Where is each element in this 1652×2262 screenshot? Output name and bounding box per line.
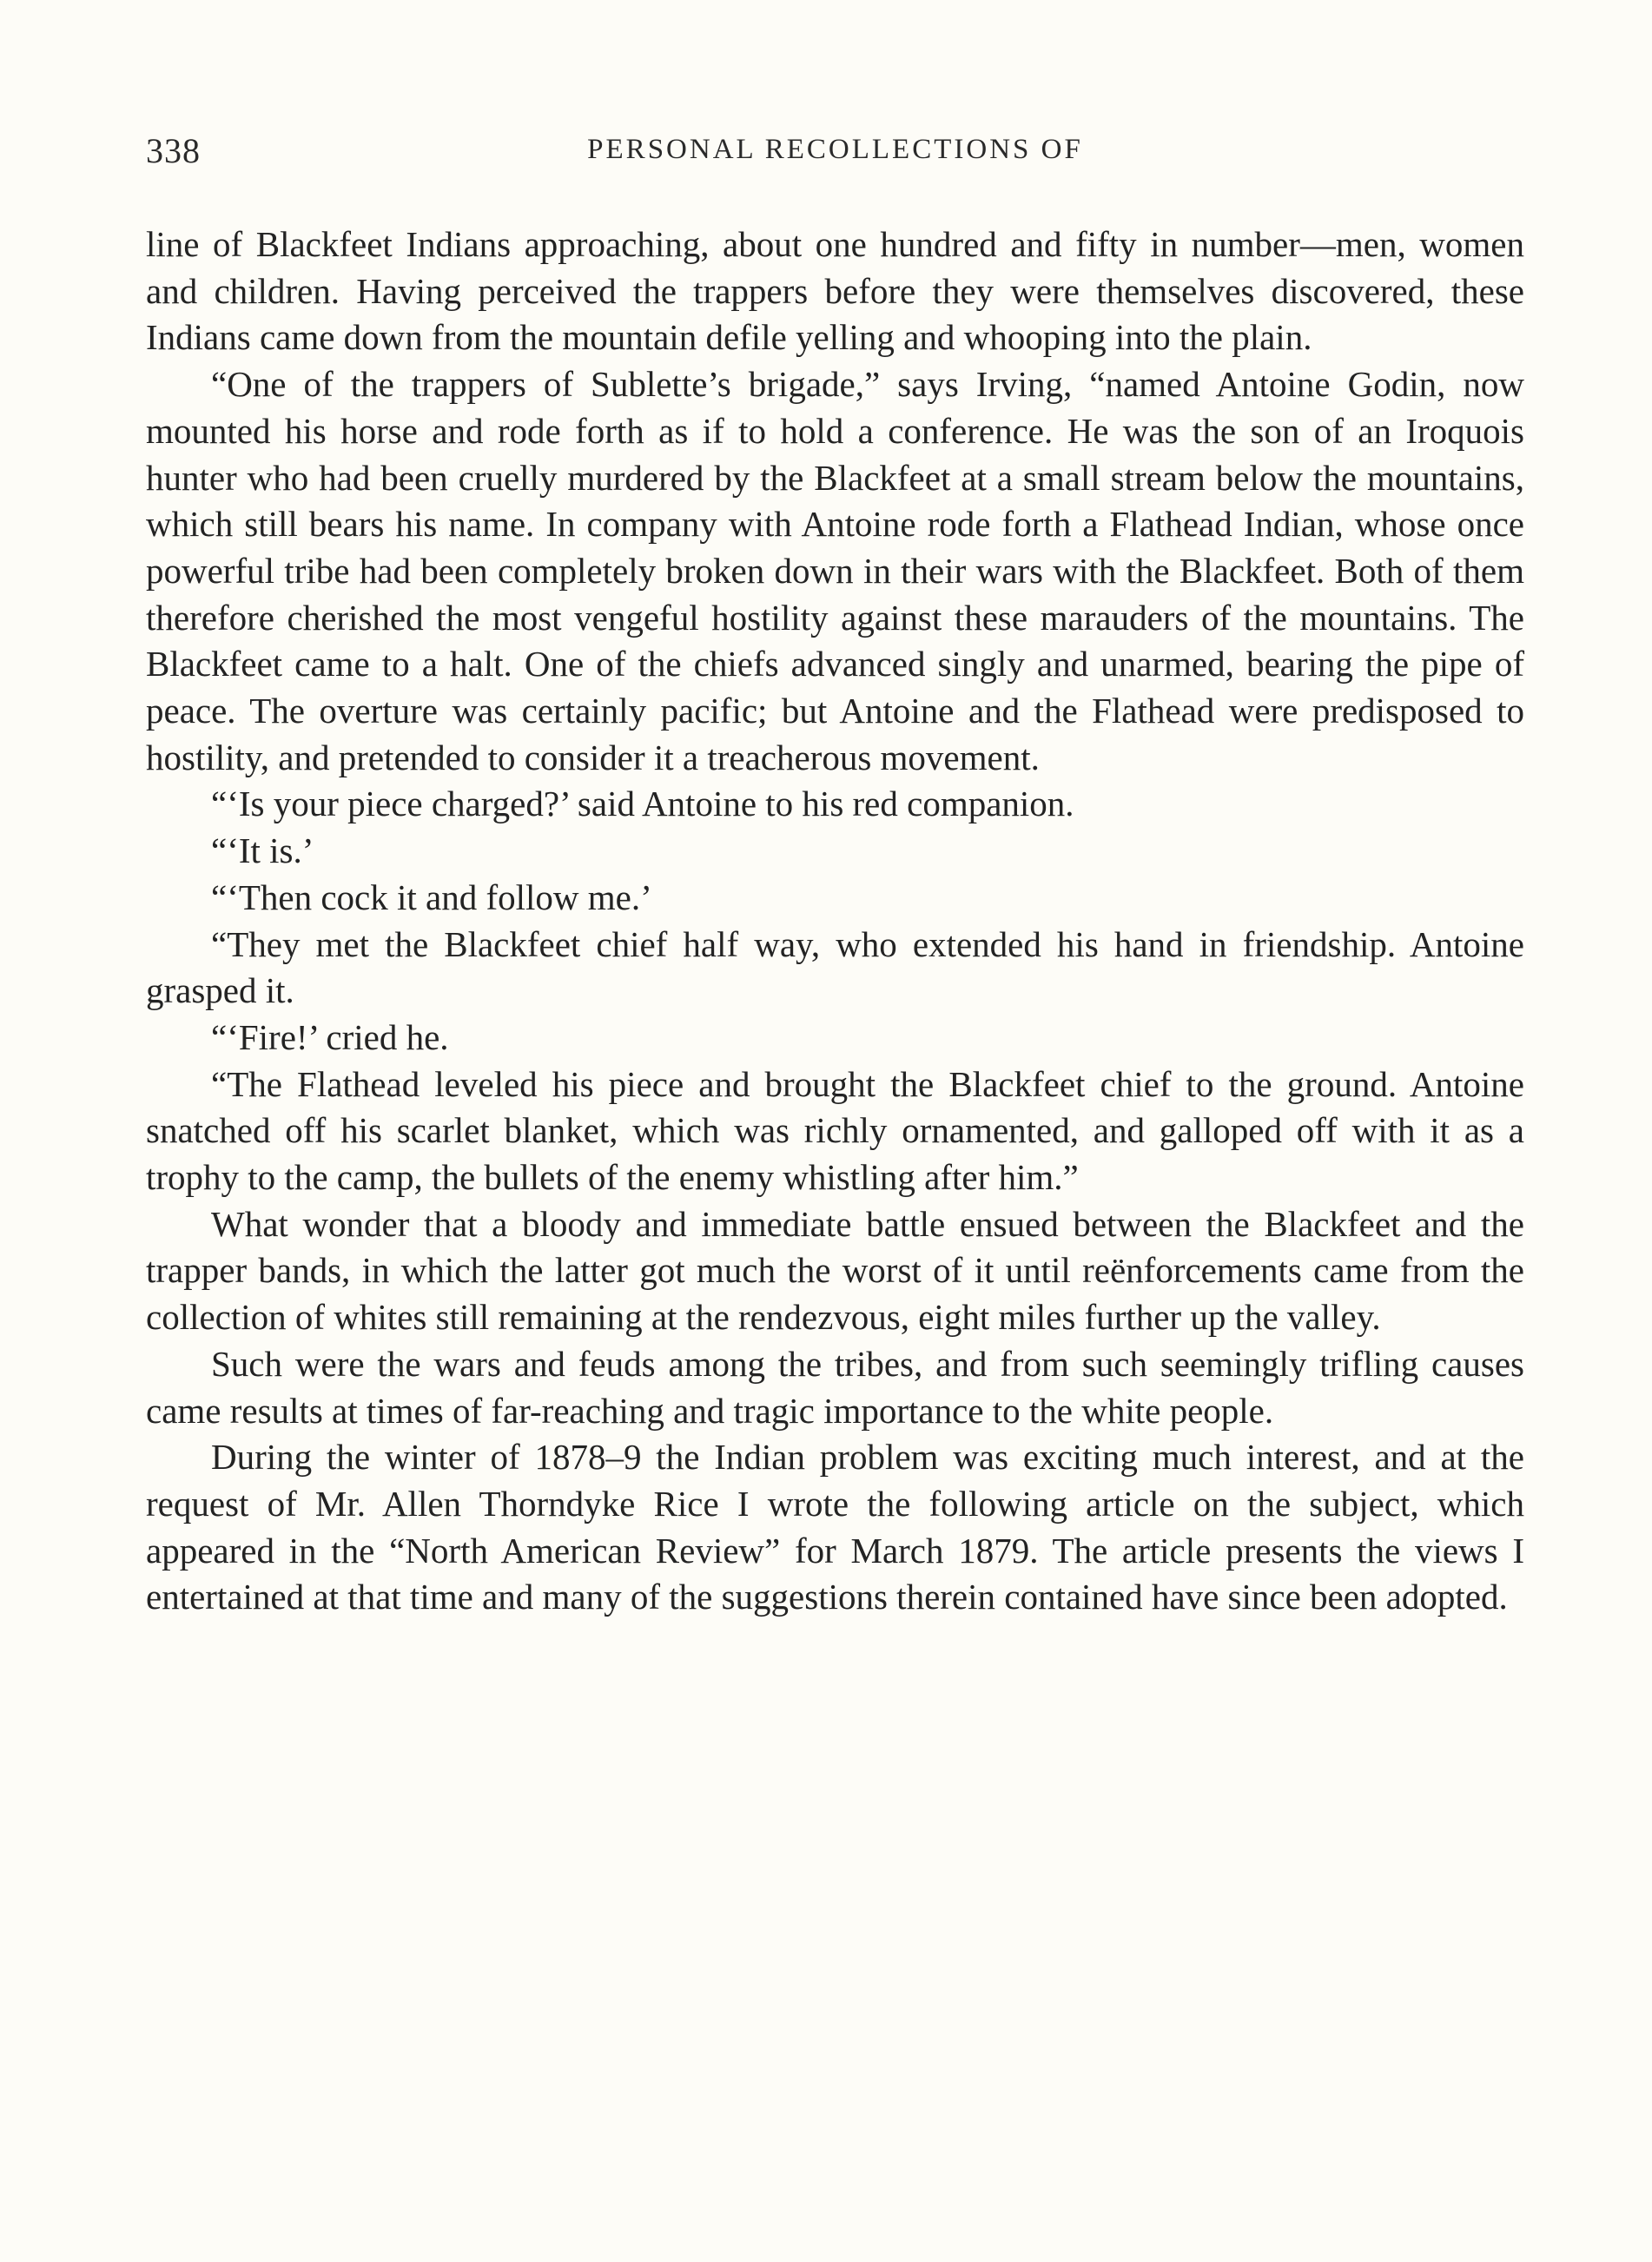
paragraph-4: “‘It is.’ [211,830,314,871]
paragraph-7: “‘Fire!’ cried he. [211,1016,449,1057]
running-head [146,130,1524,182]
page-number: 338 [146,131,201,170]
paragraph-2: “One of the trappers of Sublette’s brigade,” says Irving, “named Antoine Godin, now mounted his horse and rode forth as if to hold a conference. He was the son of an Iroquois hunter who had been cruelly murdered by the Blackfeet at a small stream below the mountains, which still bears his name. In company with Antoine rode forth a Flathead Indian, whose once powerful tribe had been completely broken down in their wars with the Blackfeet. Both of them therefore cherished the most vengeful hostility against these marauders of the mountains. The Blackfeet came to a halt. One of the chiefs advanced singly and unarmed, bearing the pipe of peace. The overture was certainly pacific; but Antoine and the Flathead were predisposed to hostility, and pretended to consider it a treacherous movement. [146,364,1524,777]
paragraph-8: “The Flathead leveled his piece and brought the Blackfeet chief to the ground. Antoine snatched off his scarlet blanket, which was richly ornamented, and galloped off with it as a trophy to the camp, the bullets of the enemy whistling after him.” [146,1063,1524,1198]
body-text [146,222,1524,1621]
paragraph-6: “They met the Blackfeet chief half way, who extended his hand in friendship. Antoine grasped it. [146,923,1524,1011]
paragraph-3: “‘Is your piece charged?’ said Antoine to his red companion. [211,784,1074,824]
paragraph-5: “‘Then cock it and follow me.’ [211,876,652,917]
paragraph-10: Such were the wars and feuds among the tribes, and from such seemingly trifling causes came results at times of far-reaching and tragic importance to the white people. [146,1343,1524,1431]
paragraph-1: line of Blackfeet Indians approaching, about one hundred and fifty in number—men, women and children. Having perceived the trappers before they were themselves discovered, these Indians came down from the mountain defile yelling and whooping into the plain. [146,224,1524,358]
paragraph-9: What wonder that a bloody and immediate battle ensued between the Blackfeet and the trapper bands, in which the latter got much the worst of it until reënforcements came from the collection of whites still remaining at the rendezvous, eight miles further up the valley. [146,1203,1524,1338]
running-title: PERSONAL RECOLLECTIONS OF [587,134,1083,165]
paragraph-11: During the winter of 1878–9 the Indian problem was exciting much interest, and at the request of Mr. Allen Thorndyke Rice I wrote the following article on the subject, which appeared in the “North American Review” for March 1879. The article presents the views I entertained at that time and many of the suggestions therein contained have since been adopted. [146,1437,1524,1617]
